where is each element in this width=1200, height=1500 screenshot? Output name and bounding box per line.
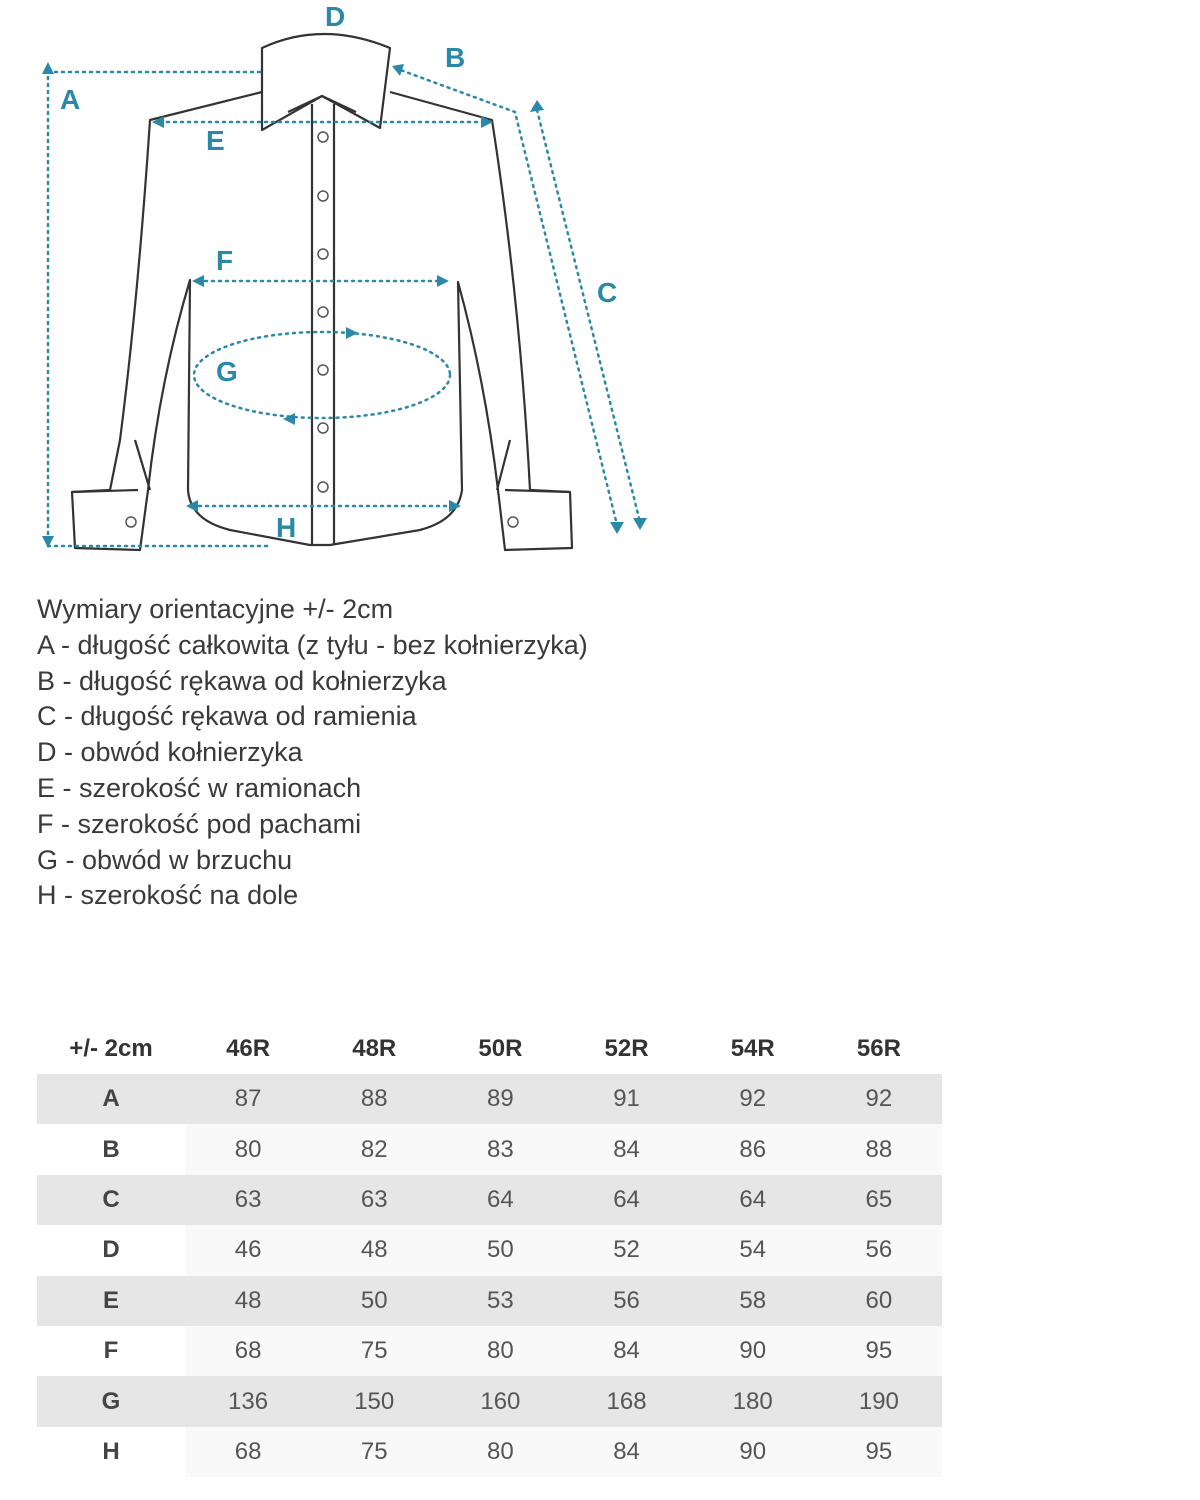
row-key: G xyxy=(37,1376,185,1426)
shirt-illustration xyxy=(0,0,700,570)
table-cell: 63 xyxy=(311,1175,437,1225)
table-cell: 64 xyxy=(690,1175,816,1225)
table-cell: 64 xyxy=(437,1175,563,1225)
table-row xyxy=(37,1124,942,1174)
table-cell: 84 xyxy=(563,1427,689,1477)
measure-arrowheads xyxy=(42,62,647,548)
header-size: 46R xyxy=(226,1035,271,1062)
row-key: A xyxy=(37,1074,185,1124)
table-cell: 160 xyxy=(437,1376,563,1426)
label-h: H xyxy=(276,512,297,543)
label-d: D xyxy=(325,1,346,32)
table-cell: 80 xyxy=(437,1326,563,1376)
table-row xyxy=(37,1074,942,1124)
table-cell: 180 xyxy=(690,1376,816,1426)
header-size: 48R xyxy=(352,1035,397,1062)
legend-item-a: A - długość całkowita (z tyłu - bez kołnierzyka) xyxy=(37,629,588,660)
table-cell: 56 xyxy=(563,1276,689,1326)
table-cell: 168 xyxy=(563,1376,689,1426)
shirt-placket xyxy=(312,104,334,545)
size-table xyxy=(37,1024,942,1477)
legend-item-f: F - szerokość pod pachami xyxy=(37,808,362,839)
table-cell: 48 xyxy=(185,1276,311,1326)
header-size: 56R xyxy=(856,1035,901,1062)
table-cell: 75 xyxy=(311,1326,437,1376)
row-key: B xyxy=(37,1124,185,1174)
shirt-collar xyxy=(262,34,390,130)
table-header-row xyxy=(37,1024,942,1074)
table-cell: 80 xyxy=(185,1124,311,1174)
row-key: C xyxy=(37,1175,185,1225)
label-c: C xyxy=(597,277,618,308)
row-key: F xyxy=(37,1326,185,1376)
table-row xyxy=(37,1376,942,1426)
table-cell: 150 xyxy=(311,1376,437,1426)
header-size: 50R xyxy=(478,1035,523,1062)
row-key: D xyxy=(37,1225,185,1275)
table-cell: 88 xyxy=(311,1074,437,1124)
table-cell: 58 xyxy=(690,1276,816,1326)
table-cell: 90 xyxy=(690,1326,816,1376)
shirt-measurement-diagram xyxy=(0,0,700,570)
table-cell: 53 xyxy=(437,1276,563,1326)
table-cell: 88 xyxy=(816,1124,942,1174)
legend-item-h: H - szerokość na dole xyxy=(37,880,299,911)
legend-item-c: C - długość rękawa od ramienia xyxy=(37,701,417,732)
table-cell: 48 xyxy=(311,1225,437,1275)
label-g: G xyxy=(216,356,238,387)
table-cell: 95 xyxy=(816,1326,942,1376)
legend-item-b: B - długość rękawa od kołnierzyka xyxy=(37,665,447,696)
table-cell: 50 xyxy=(437,1225,563,1275)
label-e: E xyxy=(206,125,225,156)
table-cell: 95 xyxy=(816,1427,942,1477)
legend-title: Wymiary orientacyjne +/- 2cm xyxy=(37,594,394,624)
table-cell: 52 xyxy=(563,1225,689,1275)
legend-item-g: G - obwód w brzuchu xyxy=(37,844,293,875)
table-row xyxy=(37,1276,942,1326)
table-cell: 89 xyxy=(437,1074,563,1124)
label-b: B xyxy=(445,42,466,73)
table-row xyxy=(37,1427,942,1477)
table-cell: 87 xyxy=(185,1074,311,1124)
table-cell: 83 xyxy=(437,1124,563,1174)
header-size: 52R xyxy=(604,1035,649,1062)
table-cell: 92 xyxy=(816,1074,942,1124)
table-cell: 50 xyxy=(311,1276,437,1326)
table-row xyxy=(37,1225,942,1275)
legend-item-e: E - szerokość w ramionach xyxy=(37,772,362,803)
row-key: H xyxy=(37,1427,185,1477)
table-cell: 92 xyxy=(690,1074,816,1124)
table-cell: 60 xyxy=(816,1276,942,1326)
table-cell: 136 xyxy=(185,1376,311,1426)
header-size: 54R xyxy=(730,1035,775,1062)
label-a: A xyxy=(60,84,81,115)
measurement-legend xyxy=(37,592,588,914)
table-cell: 84 xyxy=(563,1326,689,1376)
table-cell: 190 xyxy=(816,1376,942,1426)
header-tolerance: +/- 2cm xyxy=(69,1035,153,1062)
table-cell: 75 xyxy=(311,1427,437,1477)
table-row xyxy=(37,1175,942,1225)
table-cell: 86 xyxy=(690,1124,816,1174)
table-cell: 46 xyxy=(185,1225,311,1275)
table-cell: 68 xyxy=(185,1427,311,1477)
table-cell: 82 xyxy=(311,1124,437,1174)
table-cell: 91 xyxy=(563,1074,689,1124)
measure-line-c xyxy=(537,110,640,522)
table-cell: 63 xyxy=(185,1175,311,1225)
table-cell: 68 xyxy=(185,1326,311,1376)
label-f: F xyxy=(216,245,234,276)
table-cell: 54 xyxy=(690,1225,816,1275)
table-cell: 65 xyxy=(816,1175,942,1225)
table-cell: 80 xyxy=(437,1427,563,1477)
legend-item-d: D - obwód kołnierzyka xyxy=(37,737,303,768)
row-key: E xyxy=(37,1276,185,1326)
table-cell: 90 xyxy=(690,1427,816,1477)
table-cell: 64 xyxy=(563,1175,689,1225)
table-cell: 84 xyxy=(563,1124,689,1174)
table-row xyxy=(37,1326,942,1376)
table-cell: 56 xyxy=(816,1225,942,1275)
